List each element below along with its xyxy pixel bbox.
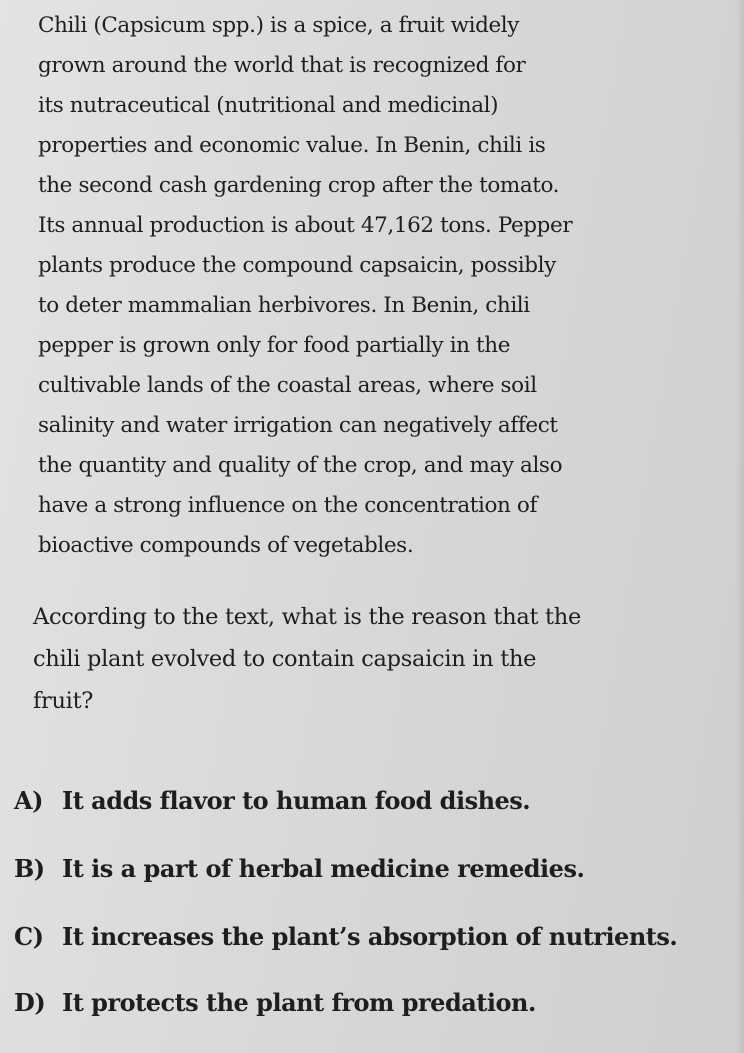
- passage-line: grown around the world that is recognized for: [38, 53, 526, 78]
- option-text: It increases the plant’s absorption of nutrients.: [62, 921, 678, 951]
- passage-line: plants produce the compound capsaicin, possibly: [38, 253, 556, 278]
- passage-line: Its annual production is about 47,162 tons. Pepper: [38, 213, 573, 238]
- passage-line: to deter mammalian herbivores. In Benin, chili: [38, 293, 530, 318]
- passage-line: cultivable lands of the coastal areas, where soil: [38, 373, 537, 398]
- reading-passage: [38, 6, 728, 566]
- passage-line: pepper is grown only for food partially in the: [38, 333, 511, 358]
- answer-option-d[interactable]: [14, 980, 536, 1024]
- option-letter: C): [14, 921, 44, 951]
- option-text: It adds flavor to human food dishes.: [62, 785, 531, 815]
- option-text: It is a part of herbal medicine remedies.: [62, 853, 585, 883]
- answer-option-c[interactable]: [14, 914, 677, 958]
- passage-line: have a strong influence on the concentration of: [38, 493, 538, 518]
- passage-line: properties and economic value. In Benin, chili is: [38, 133, 546, 158]
- question-line: chili plant evolved to contain capsaicin in the: [33, 646, 537, 672]
- question-line: fruit?: [33, 688, 94, 714]
- passage-line: Chili (Capsicum spp.) is a spice, a fruit widely: [38, 13, 519, 38]
- passage-line: salinity and water irrigation can negatively affect: [38, 413, 558, 438]
- answer-option-b[interactable]: [14, 846, 584, 890]
- passage-line: the second cash gardening crop after the tomato.: [38, 173, 560, 198]
- page-edge-shadow: [736, 0, 744, 1053]
- option-letter: D): [14, 987, 46, 1017]
- answer-option-a[interactable]: [14, 778, 530, 822]
- option-letter: B): [14, 853, 45, 883]
- option-text: It protects the plant from predation.: [62, 987, 536, 1017]
- passage-line: its nutraceutical (nutritional and medicinal): [38, 93, 499, 118]
- question-prompt: [33, 596, 723, 722]
- passage-line: bioactive compounds of vegetables.: [38, 533, 414, 558]
- question-line: According to the text, what is the reason that the: [33, 604, 581, 630]
- option-letter: A): [14, 785, 43, 815]
- passage-line: the quantity and quality of the crop, and may also: [38, 453, 563, 478]
